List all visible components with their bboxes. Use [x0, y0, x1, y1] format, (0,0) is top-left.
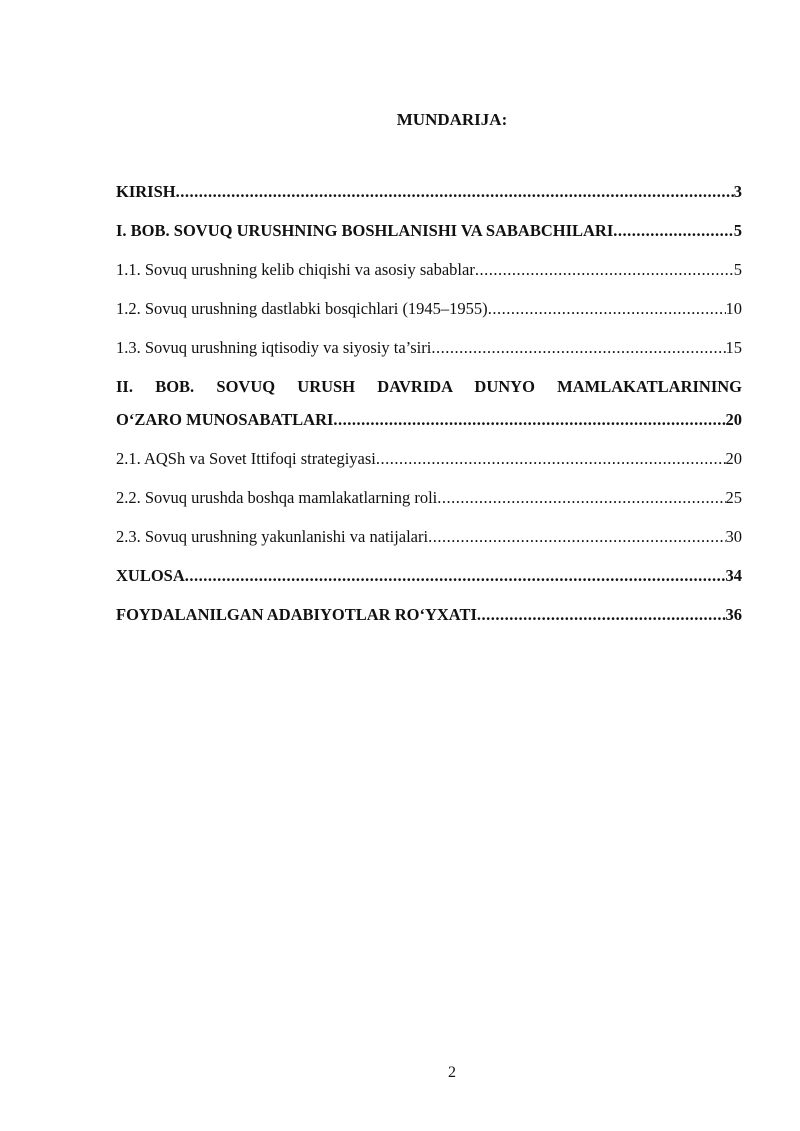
dot-leader — [431, 328, 725, 367]
toc-entry-label: 2.1. AQSh va Sovet Ittifoqi strategiyasi — [116, 449, 376, 468]
dot-leader — [475, 250, 734, 289]
toc-entry-section-1-3[interactable] — [116, 328, 742, 367]
page-number: 2 — [448, 1064, 456, 1081]
toc-entry-page: 15 — [725, 338, 742, 357]
dot-leader — [613, 211, 733, 250]
dot-leader — [477, 595, 726, 634]
toc-entry-page: 5 — [733, 260, 742, 279]
toc-entry-label: O‘ZARO MUNOSABATLARI — [116, 410, 334, 429]
toc-entry-label: 1.2. Sovuq urushning dastlabki bosqichlari (1945–1955) — [116, 299, 488, 318]
toc-entry-section-2-1[interactable] — [116, 439, 742, 478]
dot-leader — [428, 517, 725, 556]
toc-entry-line2 — [116, 400, 742, 439]
toc-entry-label: FOYDALANILGAN ADABIYOTLAR RO‘YXATI — [116, 605, 477, 624]
dot-leader — [333, 400, 725, 439]
dot-leader — [185, 556, 726, 595]
dot-leader — [176, 172, 734, 211]
toc-entry-chapter-1[interactable] — [116, 211, 742, 250]
toc-title: MUNDARIJA: — [396, 110, 508, 129]
toc-entry-label: 2.3. Sovuq urushning yakunlanishi va natijalari — [116, 527, 429, 546]
toc-entry-label: 1.3. Sovuq urushning iqtisodiy va siyosiy ta’siri — [116, 338, 432, 357]
toc-entry-label-line1: II. BOB. SOVUQ URUSH DAVRIDA DUNYO MAMLAKATLARINING — [116, 377, 742, 396]
toc-entry-page: 34 — [725, 566, 742, 585]
toc-entry-page: 36 — [725, 605, 742, 624]
toc-entry-label: XULOSA — [116, 566, 185, 585]
toc-entry-section-2-3[interactable] — [116, 517, 742, 556]
toc-entry-bibliography[interactable] — [116, 595, 742, 634]
toc-entry-page: 20 — [725, 449, 742, 468]
toc-entry-kirish[interactable] — [116, 172, 742, 211]
toc-entry-page: 20 — [725, 410, 742, 429]
toc-entry-section-1-1[interactable] — [116, 250, 742, 289]
dot-leader — [437, 478, 725, 517]
toc-entry-label: KIRISH — [116, 182, 176, 201]
toc-entry-label: I. BOB. SOVUQ URUSHNING BOSHLANISHI VA SABABCHILARI — [116, 221, 614, 240]
dot-leader — [488, 289, 726, 328]
toc-entry-section-2-2[interactable] — [116, 478, 742, 517]
toc-entry-page: 3 — [733, 182, 742, 201]
toc-entry-page: 5 — [733, 221, 742, 240]
toc-entry-page: 25 — [725, 488, 742, 507]
toc-entry-label: 1.1. Sovuq urushning kelib chiqishi va asosiy sabablar — [116, 260, 475, 279]
toc-entry-xulosa[interactable] — [116, 556, 742, 595]
toc-entry-chapter-2[interactable] — [116, 367, 742, 439]
toc-entry-page: 10 — [725, 299, 742, 318]
dot-leader — [376, 439, 726, 478]
toc-entry-section-1-2[interactable] — [116, 289, 742, 328]
toc-entry-label: 2.2. Sovuq urushda boshqa mamlakatlarning roli — [116, 488, 438, 507]
toc-entry-page: 30 — [725, 527, 742, 546]
table-of-contents — [116, 172, 742, 634]
